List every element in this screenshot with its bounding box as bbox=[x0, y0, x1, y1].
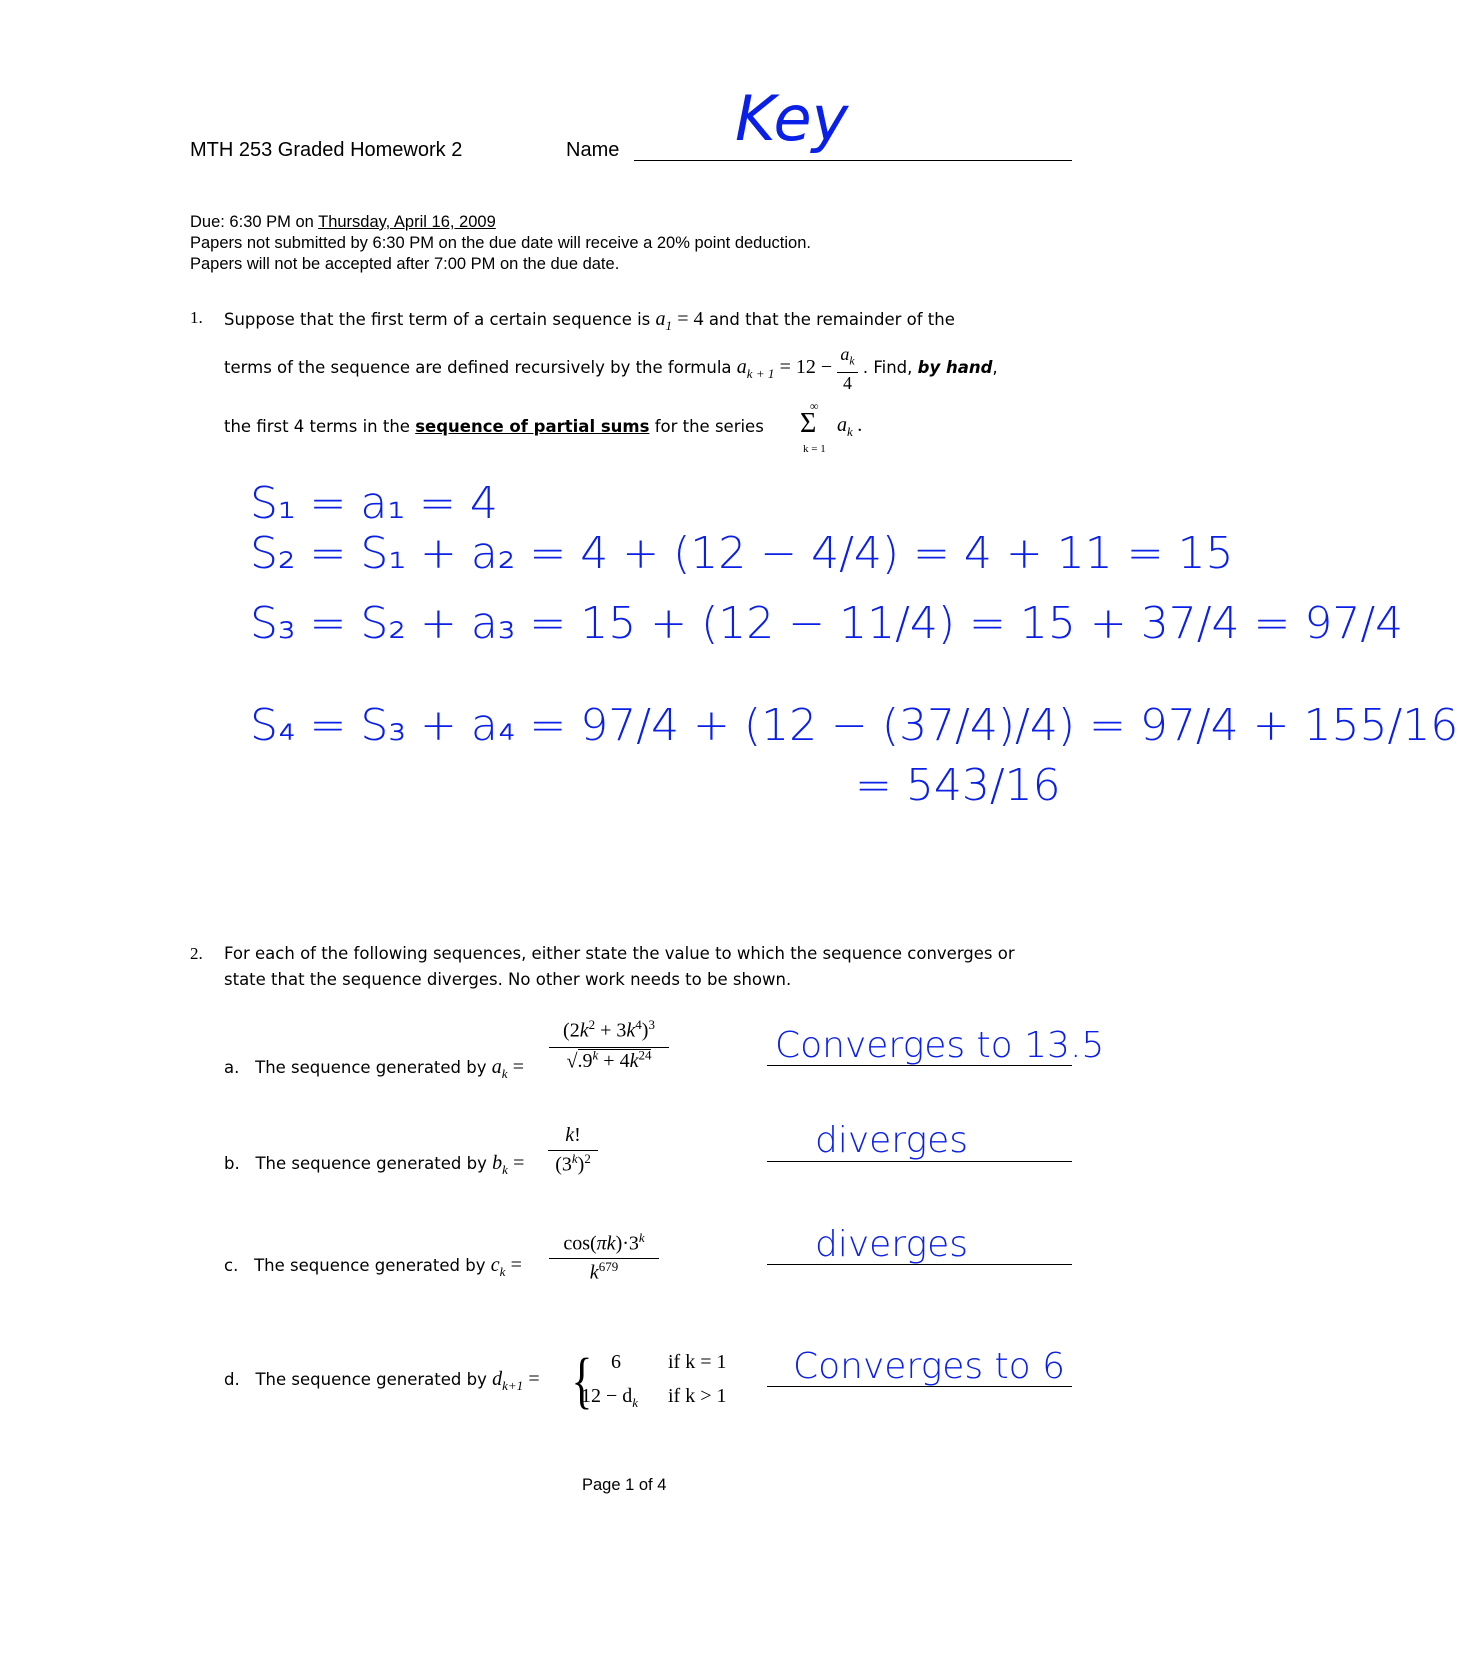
item-d-case2-condition: if k > 1 bbox=[668, 1385, 727, 1407]
due-date: Thursday, April 16, 2009 bbox=[318, 213, 496, 231]
page-title: MTH 253 Graded Homework 2 bbox=[190, 139, 463, 161]
problem2-number: 2. bbox=[190, 944, 203, 963]
item-d-label: d. bbox=[224, 1370, 240, 1389]
a1-value: = 4 bbox=[677, 308, 704, 330]
name-value-handwritten: Key bbox=[735, 82, 849, 155]
recursive-rhs: = 12 − bbox=[779, 355, 833, 378]
answer-b: diverges bbox=[815, 1120, 968, 1161]
due-line bbox=[190, 213, 496, 232]
item-a-label: a. bbox=[224, 1058, 240, 1077]
sum-lower: k = 1 bbox=[803, 443, 826, 455]
item-d: d. The sequence generated by $d_{k+1}$ = bbox=[224, 1368, 540, 1393]
item-d-case1-condition: if k = 1 bbox=[668, 1351, 727, 1373]
problem1-line2-text: terms of the sequence are defined recursively by the formula bbox=[224, 357, 732, 377]
item-c: c. The sequence generated by $c_k$ = bbox=[224, 1254, 522, 1279]
problem2-intro2: state that the sequence diverges. No other work needs to be shown. bbox=[224, 970, 792, 989]
name-line bbox=[634, 160, 1072, 161]
item-d-case1-value: 6 bbox=[611, 1351, 621, 1373]
problem1-line3-end: for the series bbox=[654, 417, 764, 436]
item-b-text: The sequence generated by bbox=[255, 1154, 487, 1173]
item-b-formula bbox=[548, 1124, 598, 1177]
answer-line-b bbox=[767, 1161, 1072, 1162]
a1-symbol: $a_1$ bbox=[655, 308, 673, 333]
find-text: . Find, bbox=[862, 357, 913, 377]
item-c-label: c. bbox=[224, 1256, 239, 1275]
item-d-text: The sequence generated by bbox=[255, 1370, 487, 1389]
item-b: b. The sequence generated by $b_k$ = bbox=[224, 1152, 525, 1177]
name-label: Name bbox=[566, 139, 620, 161]
item-c-formula bbox=[549, 1230, 659, 1284]
sum-symbol: Σ bbox=[800, 408, 817, 439]
item-c-numerator: $\cos(\pi k)\cdot 3^k$ bbox=[563, 1230, 645, 1255]
item-d-case2-value: $12 - d_k$ bbox=[581, 1385, 639, 1410]
work-line-1: S₁ = a₁ = 4 bbox=[250, 478, 498, 529]
partial-sums-text: sequence of partial sums bbox=[415, 417, 650, 436]
page-number: Page 1 of 4 bbox=[582, 1476, 667, 1494]
item-a-symbol: $a_k$ bbox=[491, 1056, 508, 1081]
problem2-intro1: For each of the following sequences, either state the value to which the sequence converges or bbox=[224, 944, 1015, 963]
answer-c: diverges bbox=[815, 1224, 968, 1265]
item-a-denominator: $√.9^k + 4k^{24}$ bbox=[566, 1047, 652, 1073]
item-a-text: The sequence generated by bbox=[255, 1058, 487, 1077]
item-c-symbol: $c_k$ bbox=[490, 1254, 506, 1279]
item-b-symbol: $b_k$ bbox=[492, 1152, 508, 1177]
work-line-4: S₄ = S₃ + a₄ = 97/4 + (12 − (37/4)/4) = 97/4 + 155/16 bbox=[250, 700, 1458, 751]
recursive-lhs: $a_{k + 1}$ bbox=[736, 355, 775, 381]
work-line-5: = 543/16 bbox=[855, 760, 1061, 811]
work-line-3: S₃ = S₂ + a₃ = 15 + (12 − 11/4) = 15 + 37/4 = 97/4 bbox=[250, 598, 1404, 649]
item-d-brace: { bbox=[571, 1347, 593, 1415]
item-b-numerator: k! bbox=[565, 1124, 581, 1146]
answer-d: Converges to 6 bbox=[793, 1346, 1066, 1387]
work-line-2: S₂ = S₁ + a₂ = 4 + (12 − 4/4) = 4 + 11 = 15 bbox=[250, 528, 1234, 579]
item-b-label: b. bbox=[224, 1154, 240, 1173]
problem1-line1-text: Suppose that the first term of a certain sequence is bbox=[224, 310, 651, 329]
item-a: a. The sequence generated by $a_k$ = bbox=[224, 1056, 525, 1081]
item-c-denominator: $k^{679}$ bbox=[589, 1258, 619, 1284]
due-prefix: Due: 6:30 PM on bbox=[190, 213, 319, 231]
item-d-symbol: $d_{k+1}$ bbox=[492, 1368, 524, 1393]
problem1-line3-text: the first 4 terms in the bbox=[224, 417, 410, 436]
answer-a: Converges to 13.5 bbox=[775, 1025, 1105, 1066]
problem1-line1 bbox=[224, 308, 955, 334]
problem1-number: 1. bbox=[190, 308, 203, 327]
problem1-line3 bbox=[224, 417, 764, 436]
due-penalty: Papers not submitted by 6:30 PM on the due date will receive a 20% point deduction. bbox=[190, 234, 811, 252]
due-cutoff: Papers will not be accepted after 7:00 PM on the due date. bbox=[190, 255, 620, 273]
item-a-formula bbox=[549, 1017, 669, 1073]
by-hand-text: by hand bbox=[917, 357, 993, 377]
item-b-denominator: $(3^k)^2$ bbox=[555, 1151, 591, 1176]
item-a-numerator: $(2k^2 + 3k^4)^3$ bbox=[563, 1017, 655, 1042]
sum-upper: ∞ bbox=[810, 399, 819, 413]
problem1-line1-end: and that the remainder of the bbox=[708, 310, 955, 329]
sum-term: $a_k$ . bbox=[837, 414, 863, 439]
item-c-text: The sequence generated by bbox=[254, 1256, 486, 1275]
problem1-line2: terms of the sequence are defined recursively by the formula $a_{k + 1} = 12$ − $\frac{a_k}{4}$ . Find, by hand, bbox=[224, 344, 998, 393]
recursive-fraction: $\frac{a_k}{4}$ bbox=[837, 344, 857, 393]
